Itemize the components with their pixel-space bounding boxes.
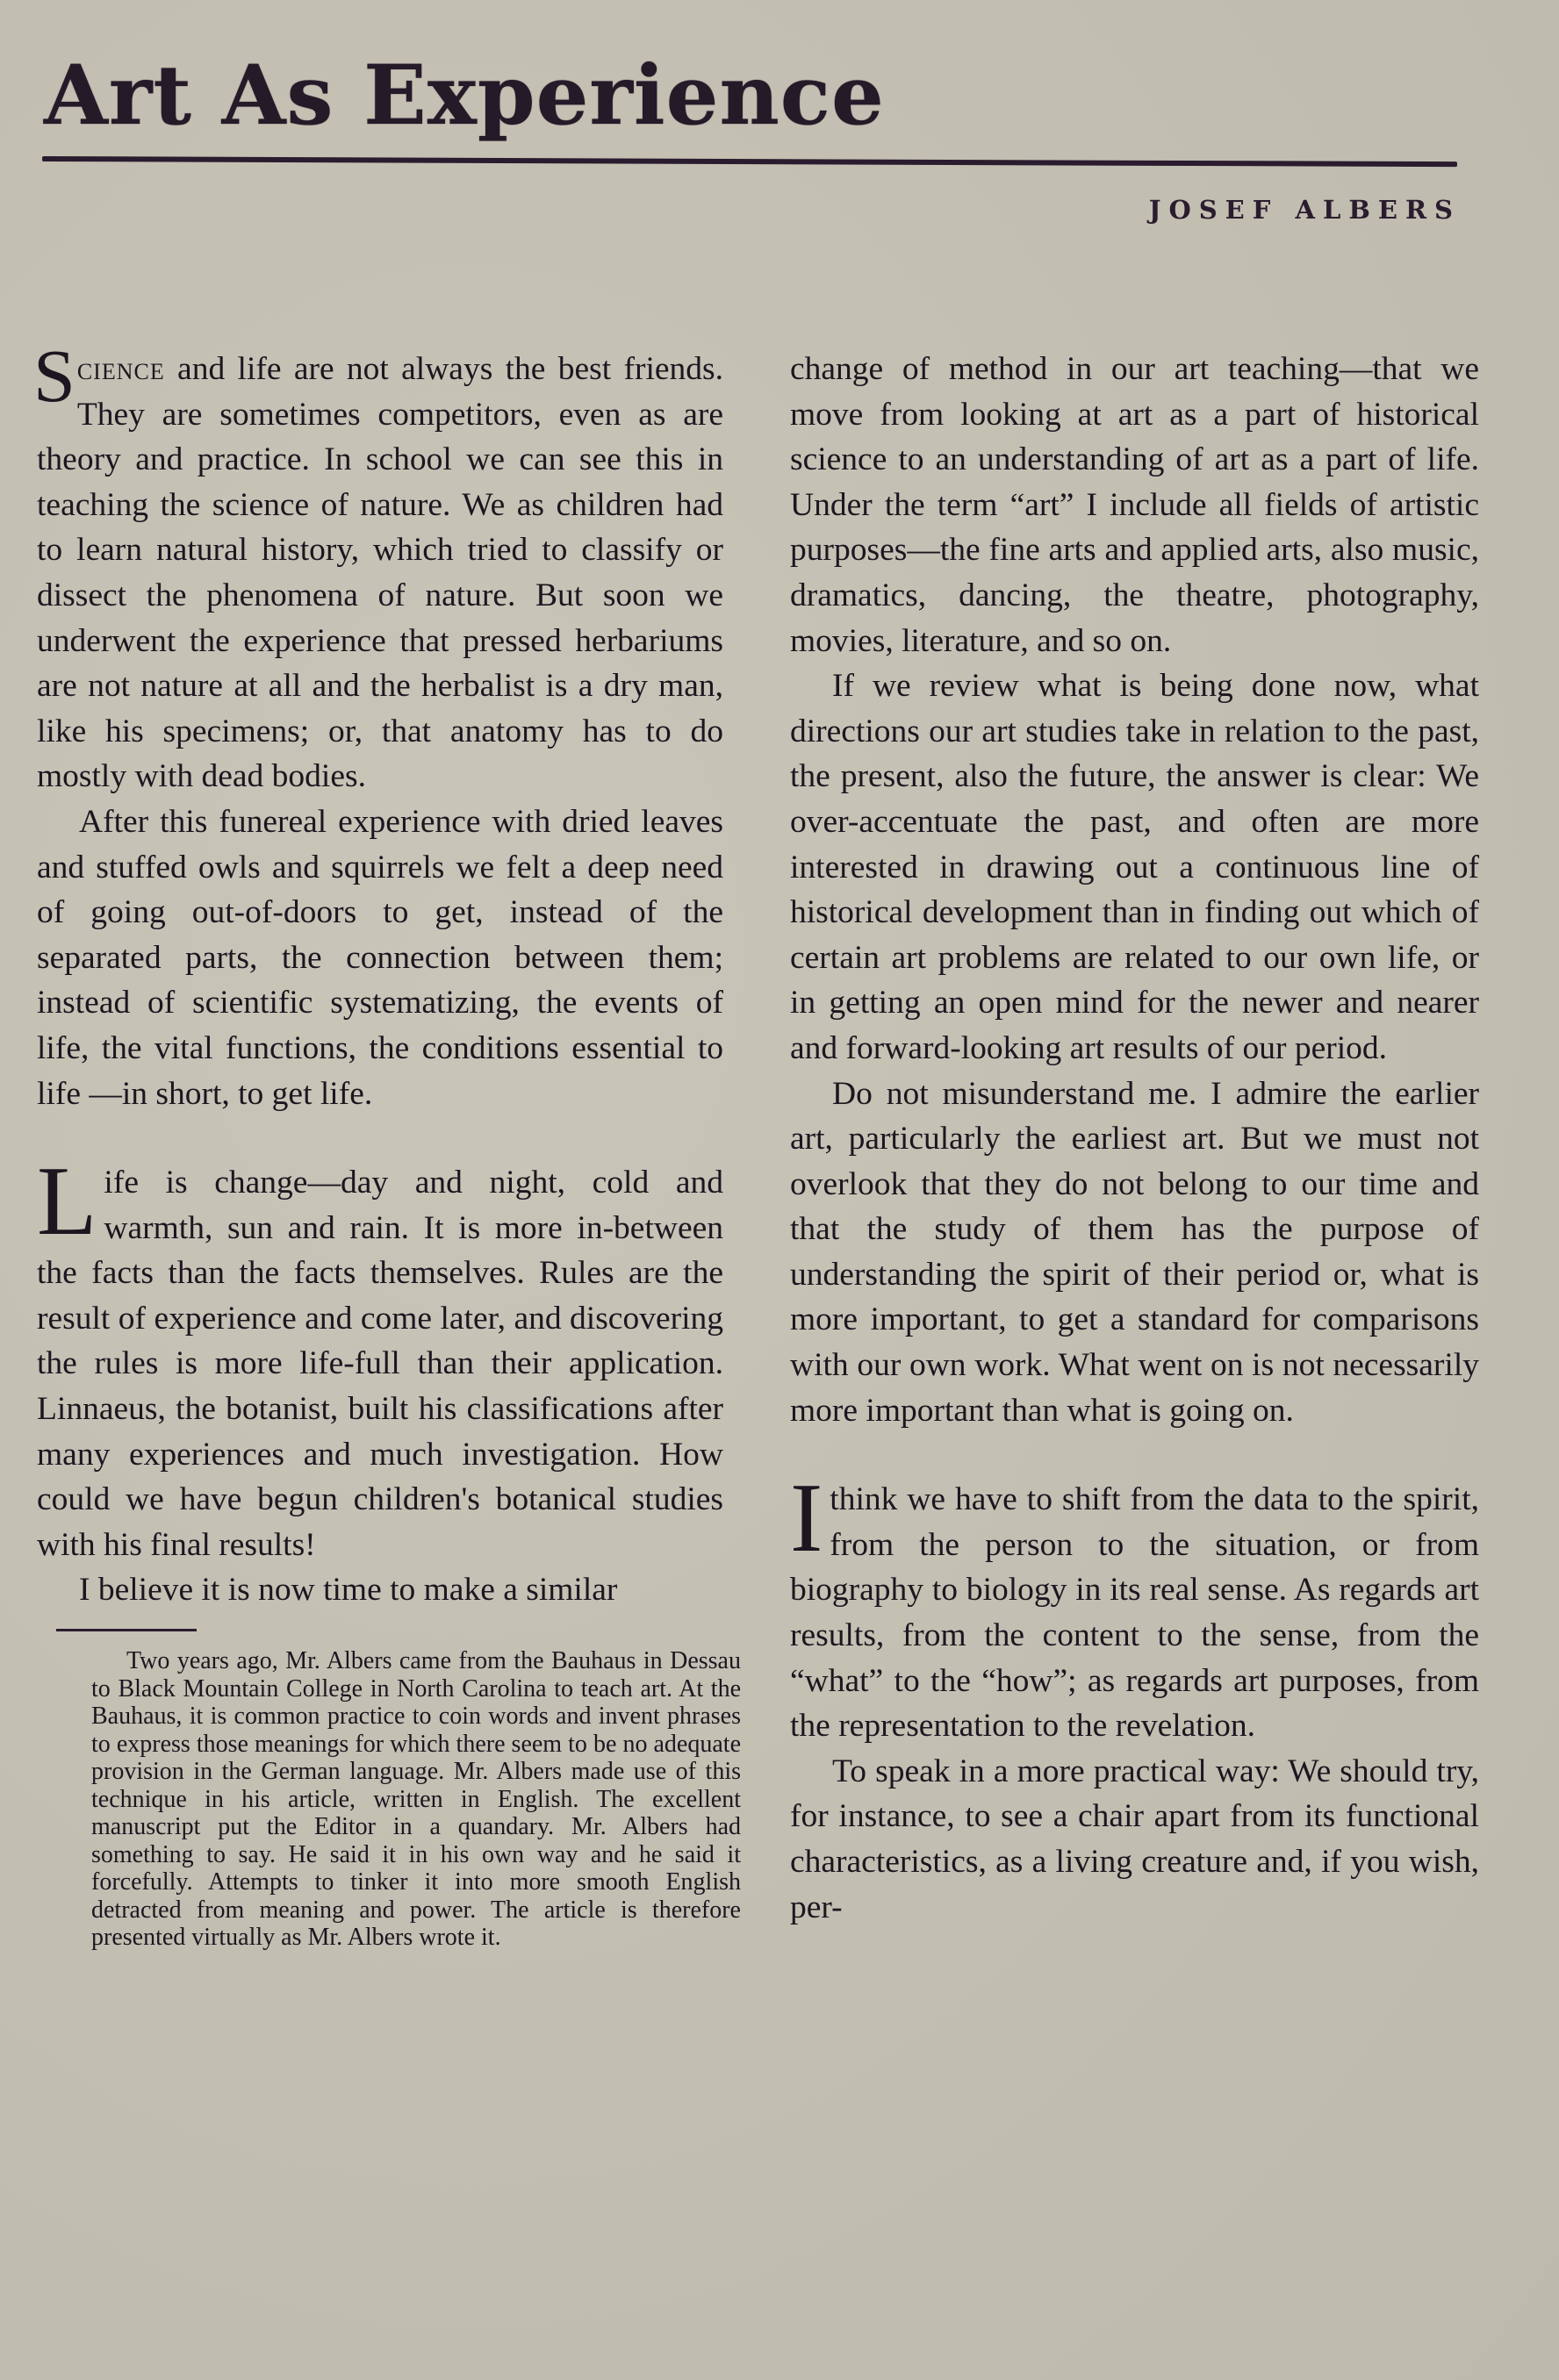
title-rule (42, 156, 1457, 167)
paragraph-3 (37, 1147, 723, 1567)
drop-cap-i: I (790, 1464, 823, 1574)
right-column (790, 347, 1479, 1930)
author-byline: JOSEF ALBERS (1148, 195, 1461, 225)
paragraph-4: I believe it is now time to make a similar (79, 1572, 618, 1609)
paragraph-7: Do not misunderstand me. I admire the earlier art, particularly the earliest art. But we must not overlook that they do not belong to our time and that the study of them has the purpose of understanding the spirit of their period or, what is more important, to get a standard for comparisons with our own work. What went on is not necessarily more important than what is going on. (790, 1075, 1479, 1429)
small-caps-lead: cience (76, 351, 165, 387)
editor-footnote: Two years ago, Mr. Albers came from the Bauhaus in Dessau to Black Mountain College in North Carolina to teach art. At the Bauhaus, it is common practice to coin words and invent phrases to express those meanings for which there seem to be no adequate provision in the German language. Mr. Albers made use of this technique in his article, written in English. The excellent manuscript put the Editor in a quandary. Mr. Albers had something to say. He said it in his own way and he said it forcefully. Attempts to tinker it into more smooth English detracted from meaning and power. The article is therefore presented virtually as Mr. Albers wrote it. (91, 1647, 741, 1952)
article-title: Art As Experience (44, 47, 885, 144)
paragraph-1 (33, 333, 723, 799)
paragraph-8-text: think we have to shift from the data to the spirit, from the person to the situation, or from biography to biology in its real sense. As regards art results, from the content to the sense, from the “what” to the “how”; as regards art purposes, from the representation to the revelation. (790, 1481, 1479, 1745)
paragraph-3-text: ife is change—day and night, cold and warmth, sun and rain. It is more in-between the facts than the facts themselves. Rules are the result of experience and come later, and discovering the rules is more life-full than their application. Linnaeus, the botanist, built his classifications after many experiences and much investigation. How could we have begun children's botanical studies with his final results! (37, 1165, 723, 1563)
left-column (33, 333, 741, 1952)
drop-cap-s: S (33, 333, 75, 418)
paragraph-1-text: and life are not always the best friends. They are sometimes competitors, even as are theory and practice. In school we can see this in teaching the science of nature. We as children had to learn natural history, which tried to classify or dissect the phenomena of nature. But soon we underwent the experience that pressed herbariums are not nature at all and the herbalist is a dry man, like his specimens; or, that anatomy has to do mostly with dead bodies. (37, 351, 723, 795)
drop-cap-l: L (37, 1147, 97, 1257)
paragraph-6: If we review what is being done now, what directions our art studies take in relation to the past, the present, also the future, the answer is clear: We over-accentuate the past, and often are more interested in drawing out a continuous line of historical development than in finding out which of certain art problems are related to our own life, or in getting an open mind for the newer and nearer and forward-looking art results of our period. (790, 668, 1479, 1066)
paragraph-8 (790, 1464, 1479, 1749)
paragraph-9: To speak in a more practical way: We should try, for instance, to see a chair apart from its functional characteristics, as a living creature and, if you wish, per- (790, 1753, 1479, 1925)
paragraph-2: After this funereal experience with dried leaves and stuffed owls and squirrels we felt a deep need of going out-of-doors to get, instead of the separated parts, the connection between them; instead of scientific systematizing, the events of life, the vital functions, the conditions essential to life —in short, to get life. (37, 803, 723, 1112)
footnote-rule (56, 1629, 197, 1631)
paragraph-5: change of method in our art teaching—that we move from looking at art as a part of historical science to an understanding of art as a part of life. Under the term “art” I include all fields of artistic purposes—the fine arts and applied arts, also music, dramatics, dancing, the theatre, photography, movies, literature, and so on. (790, 351, 1479, 659)
